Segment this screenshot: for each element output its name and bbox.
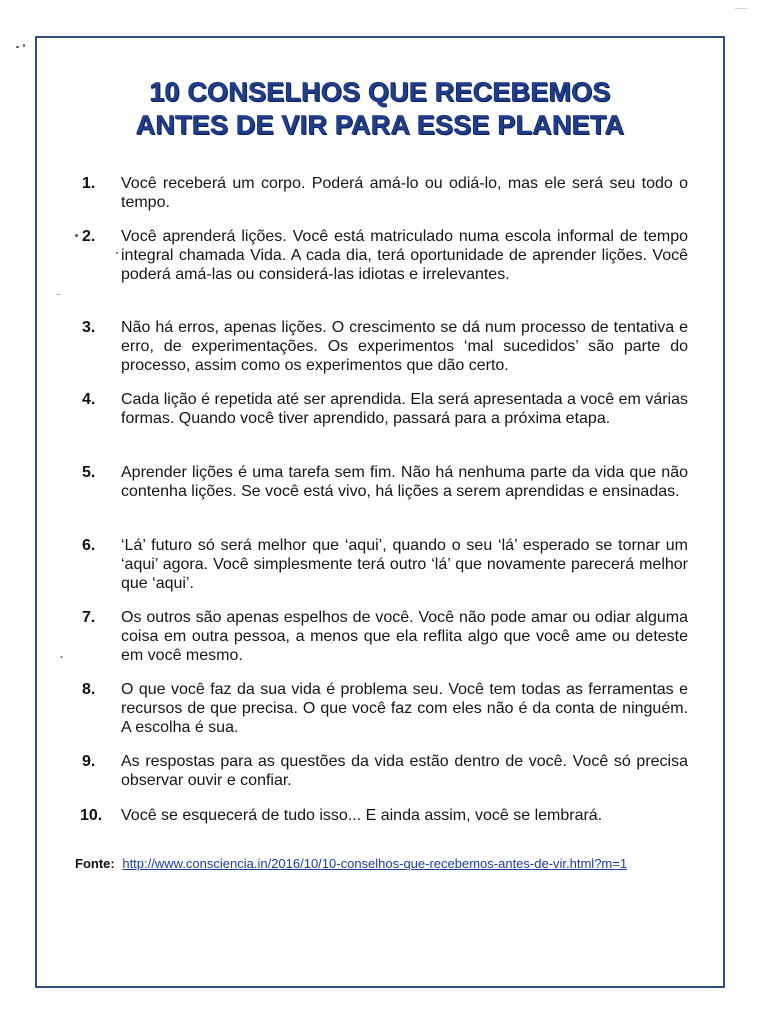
- item-text: Aprender lições é uma tarefa sem fim. Não há nenhuma parte da vida que não contenha lições. Se você está vivo, há lições a serem aprendidas e ensinadas.: [121, 464, 688, 500]
- item-number: 7.: [82, 609, 96, 626]
- item-text: As respostas para as questões da vida estão dentro de você. Você só precisa observar ouvir e confiar.: [121, 753, 688, 789]
- scan-speck: [116, 252, 118, 254]
- scan-speck: [16, 46, 19, 48]
- title-line-2: ANTES DE VIR PARA ESSE PLANETA: [135, 110, 625, 140]
- scan-speck: [75, 234, 78, 237]
- scan-speck: [734, 8, 748, 9]
- item-text: Cada lição é repetida até ser aprendida. Ela será apresentada a você em várias formas. Quando você tiver aprendido, passará para a próxima etapa.: [121, 391, 688, 427]
- item-text: Você se esquecerá de tudo isso... E ainda assim, você se lembrará.: [121, 807, 603, 824]
- source-citation: [75, 856, 627, 872]
- item-number: 8.: [82, 681, 96, 698]
- item-text: Você receberá um corpo. Poderá amá-lo ou odiá-lo, mas ele será seu todo o tempo.: [121, 175, 688, 211]
- title-line-1: 10 CONSELHOS QUE RECEBEMOS: [149, 77, 611, 107]
- item-number: 10.: [80, 807, 103, 824]
- item-text: Os outros são apenas espelhos de você. Você não pode amar ou odiar alguma coisa em outra pessoa, a menos que ela reflita algo que você ame ou deteste em você mesmo.: [121, 609, 688, 664]
- item-number: 2.: [82, 228, 96, 245]
- item-text: O que você faz da sua vida é problema seu. Você tem todas as ferramentas e recursos de que precisa. O que você faz com eles não é da conta de ninguém. A escolha é sua.: [121, 681, 688, 736]
- item-number: 6.: [82, 537, 96, 554]
- item-text: ‘Lá’ futuro só será melhor que ‘aqui’, quando o seu ‘lá’ esperado se tornar um ‘aqui’ agora. Você simplesmente terá outro ‘lá’ que novamente parecerá melhor que ‘aqui’.: [121, 537, 688, 592]
- item-number: 1.: [82, 175, 96, 192]
- item-text: Não há erros, apenas lições. O crescimento se dá num processo de tentativa e erro, de experimentações. Os experimentos ‘mal sucedidos’ são parte do processo, assim como os experimentos que dão certo.: [121, 319, 688, 374]
- source-label: Fonte:: [75, 856, 115, 871]
- item-text: Você aprenderá lições. Você está matriculado numa escola informal de tempo integral chamada Vida. A cada dia, terá oportunidade de aprender lições. Você poderá amá-las ou considerá-las idiotas e irrelevantes.: [121, 228, 688, 283]
- item-number: 4.: [82, 391, 96, 408]
- item-number: 9.: [82, 753, 96, 770]
- source-link[interactable]: http://www.consciencia.in/2016/10/10-conselhos-que-recebemos-antes-de-vir.html?m=1: [122, 856, 628, 871]
- item-number: 5.: [82, 464, 96, 481]
- scan-speck: [56, 294, 61, 295]
- scan-speck: [60, 656, 63, 658]
- scan-speck: [23, 44, 25, 47]
- item-number: 3.: [82, 319, 96, 336]
